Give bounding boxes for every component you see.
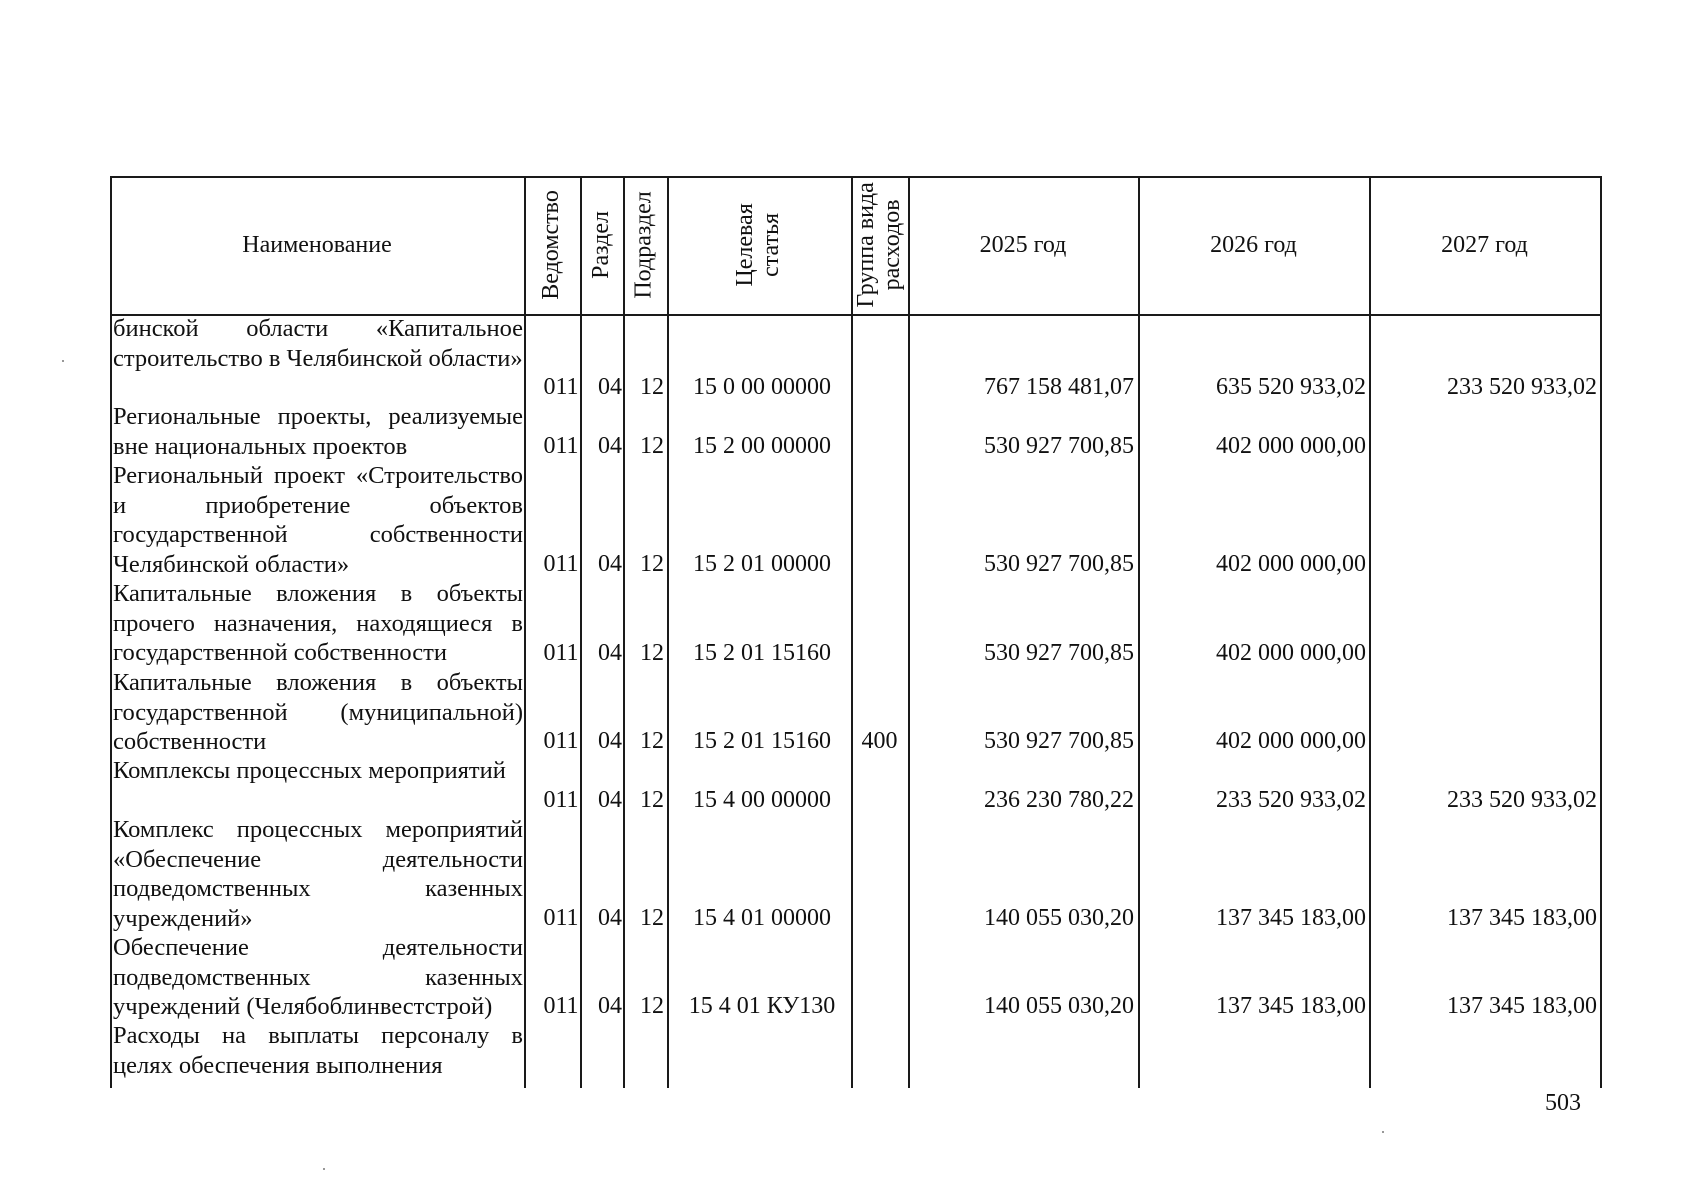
row-razdel: 04	[598, 551, 622, 577]
row-podrazdel: 12	[640, 374, 664, 400]
row-y2025: 530 927 700,85	[984, 433, 1134, 459]
row-podrazdel: 12	[640, 905, 664, 931]
row-razdel: 04	[598, 433, 622, 459]
row-name: Комплекс процессных мероприятий «Обеспечение деятельности подведомственных казенных учреждений»	[113, 816, 523, 932]
header-gruppa	[851, 176, 908, 314]
col-border-right	[1600, 176, 1602, 1088]
row-y2026: 402 000 000,00	[1216, 640, 1366, 666]
header-celevaya-line1: Целевая	[732, 203, 759, 287]
row-vedomstvo: 011	[543, 728, 579, 754]
row-podrazdel: 12	[640, 728, 664, 754]
header-gruppa-label	[854, 182, 906, 307]
row-razdel: 04	[598, 640, 622, 666]
row-y2026: 402 000 000,00	[1216, 551, 1366, 577]
row-y2027: 137 345 183,00	[1447, 993, 1597, 1019]
header-y2027-label: 2027 год	[1441, 231, 1528, 258]
header-gruppa-line2: расходов	[878, 199, 905, 291]
header-celevaya-line2: статья	[757, 213, 784, 277]
header-name	[110, 176, 524, 314]
row-vedomstvo: 011	[543, 640, 579, 666]
header-y2026-label: 2026 год	[1210, 231, 1297, 258]
header-y2025	[908, 176, 1138, 314]
row-y2025: 530 927 700,85	[984, 551, 1134, 577]
row-razdel: 04	[598, 905, 622, 931]
row-y2027: 233 520 933,02	[1447, 787, 1597, 813]
row-y2026: 233 520 933,02	[1216, 787, 1366, 813]
row-vedomstvo: 011	[543, 433, 579, 459]
row-y2025: 140 055 030,20	[984, 993, 1134, 1019]
header-y2026	[1138, 176, 1369, 314]
row-podrazdel: 12	[640, 787, 664, 813]
row-celevaya: 15 4 01 КУ130	[688, 993, 836, 1019]
row-name: Обеспечение деятельности подведомственных казенных учреждений (Челябоблинвестстрой)	[113, 934, 523, 1020]
header-podrazdel	[623, 176, 667, 314]
header-name-label: Наименование	[242, 231, 392, 258]
row-y2027: 137 345 183,00	[1447, 905, 1597, 931]
row-gruppa: 400	[861, 728, 898, 754]
scan-speck	[323, 1168, 325, 1170]
budget-table	[110, 176, 1601, 1088]
row-name: Комплексы процессных мероприятий	[113, 757, 506, 784]
row-y2025: 530 927 700,85	[984, 728, 1134, 754]
row-celevaya: 15 2 01 15160	[693, 728, 831, 754]
row-celevaya: 15 0 00 00000	[693, 374, 831, 400]
row-vedomstvo: 011	[543, 905, 579, 931]
header-celevaya-label	[733, 203, 785, 286]
row-podrazdel: 12	[640, 551, 664, 577]
row-vedomstvo: 011	[543, 374, 579, 400]
row-name: Капитальные вложения в объекты прочего назначения, находящиеся в государственной собственности	[113, 580, 523, 666]
header-y2025-label: 2025 год	[979, 231, 1067, 258]
row-celevaya: 15 2 00 00000	[693, 433, 831, 459]
row-name: Капитальные вложения в объекты государственной (муниципальной) собственности	[113, 669, 523, 755]
row-celevaya: 15 2 01 15160	[693, 640, 831, 666]
header-vedomstvo	[524, 176, 580, 314]
row-podrazdel: 12	[640, 640, 664, 666]
row-y2025: 140 055 030,20	[984, 905, 1134, 931]
row-y2026: 635 520 933,02	[1216, 374, 1366, 400]
row-y2026: 137 345 183,00	[1216, 905, 1366, 931]
row-razdel: 04	[598, 993, 622, 1019]
row-name: Региональный проект «Строительство и приобретение объектов государственной собственности Челябинской области»	[113, 462, 523, 578]
row-podrazdel: 12	[640, 993, 664, 1019]
row-razdel: 04	[598, 728, 622, 754]
row-y2025: 530 927 700,85	[984, 640, 1134, 666]
row-y2026: 402 000 000,00	[1216, 433, 1366, 459]
header-y2027	[1369, 176, 1600, 314]
row-celevaya: 15 4 00 00000	[693, 787, 831, 813]
scan-speck	[62, 360, 64, 362]
row-celevaya: 15 2 01 00000	[693, 551, 831, 577]
row-y2026: 137 345 183,00	[1216, 993, 1366, 1019]
row-y2027: 233 520 933,02	[1447, 374, 1597, 400]
header-gruppa-line1: Группа вида	[852, 182, 879, 308]
row-vedomstvo: 011	[543, 993, 579, 1019]
row-podrazdel: 12	[640, 433, 664, 459]
header-podrazdel-label: Подраздел	[631, 191, 658, 299]
row-name: Расходы на выплаты персоналу в целях обеспечения выполнения	[113, 1022, 523, 1079]
row-razdel: 04	[598, 374, 622, 400]
row-name: Региональные проекты, реализуемые вне национальных проектов	[113, 403, 523, 460]
row-y2025: 236 230 780,22	[984, 787, 1134, 813]
row-razdel: 04	[598, 787, 622, 813]
row-vedomstvo: 011	[543, 787, 579, 813]
header-razdel	[580, 176, 623, 314]
row-name: бинской области «Капитальное строительство в Челябинской области»	[113, 315, 523, 372]
row-y2025: 767 158 481,07	[984, 374, 1134, 400]
row-celevaya: 15 4 01 00000	[693, 905, 831, 931]
row-vedomstvo: 011	[543, 551, 579, 577]
header-razdel-label: Раздел	[587, 211, 614, 279]
row-y2026: 402 000 000,00	[1216, 728, 1366, 754]
page-number: 503	[1545, 1090, 1581, 1116]
scan-speck	[1382, 1131, 1384, 1133]
header-celevaya	[667, 176, 851, 314]
header-vedomstvo-label: Ведомство	[538, 190, 565, 300]
